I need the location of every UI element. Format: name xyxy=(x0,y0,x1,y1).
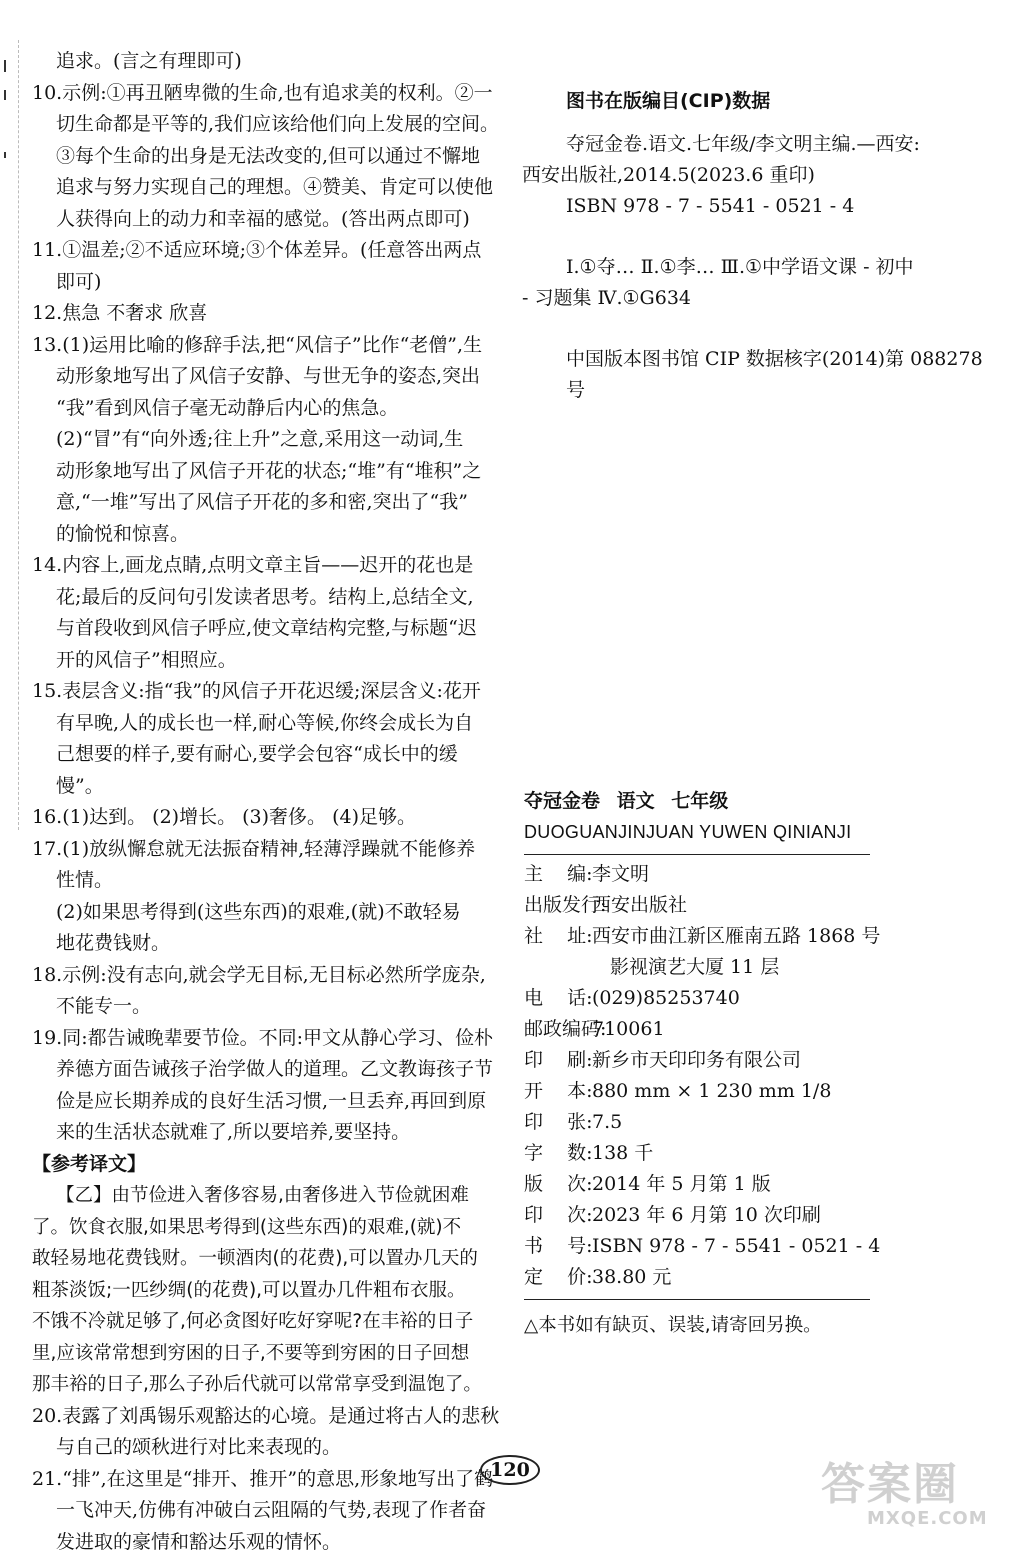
answer-12: 12.焦急 不奢求 欣喜 xyxy=(32,298,502,330)
watermark xyxy=(821,1448,1001,1528)
divider-top xyxy=(524,854,870,855)
page-number xyxy=(470,1455,550,1491)
cip-title: 图书在版编目(CIP)数据 xyxy=(522,86,992,117)
answer-9-tail: 追求。(言之有理即可) xyxy=(32,46,502,78)
imprint-row-edition: 版 次: 2014 年 5 月第 1 版 xyxy=(524,1169,874,1200)
book-title-pinyin: DUOGUANJINJUAN YUWEN QINIANJI xyxy=(524,817,874,848)
imprint-row-sheets: 印 张: 7.5 xyxy=(524,1107,874,1138)
answer-15: 15.表层含义:指“我”的风信子开花迟缓;深层含义:花开 有早晚,人的成长也一样,耐心等候,你终会成长为自 己想要的样子,要有耐心,要学会包容“成长中的缓 慢”。 xyxy=(32,676,502,802)
imprint-row-address: 社 址: 西安市曲江新区雁南五路 1868 号 xyxy=(524,921,874,952)
imprint-row-publisher: 出版发行: 西安出版社 xyxy=(524,890,874,921)
imprint-row-printing: 印 次: 2023 年 6 月第 10 次印刷 xyxy=(524,1200,874,1231)
reference-translation-heading: 【参考译文】 xyxy=(32,1149,502,1181)
answer-19: 19.同:都告诫晚辈要节俭。不同:甲文从静心学习、俭朴 养德方面告诫孩子治学做人的道理。乙文教诲孩子节 俭是应长期养成的良好生活习惯,一旦丢弃,再回到原 来的生活状态就难了,所以要培养,要坚持。 xyxy=(32,1023,502,1149)
answer-column xyxy=(32,46,502,1558)
watermark-logo-text: 答案圈 xyxy=(821,1448,1001,1512)
answer-14: 14.内容上,画龙点睛,点明文章主旨——迟开的花也是 花;最后的反问句引发读者思考。结构上,总结全文, 与首段收到风信子呼应,使文章结构完整,与标题“迟 开的风信子”相照应。 xyxy=(32,550,502,676)
watermark-domain: MXQE.COM xyxy=(821,1508,1001,1529)
imprint-row-printer: 印 刷: 新乡市天印印务有限公司 xyxy=(524,1045,874,1076)
cip-block xyxy=(522,86,992,406)
reference-translation: 【乙】由节俭进入奢侈容易,由奢侈进入节俭就困难 了。饮食衣服,如果思考得到(这些东西)的艰难,(就)不 敢轻易地花费钱财。一顿酒肉(的花费),可以置办几天的 粗茶淡饭;一匹纱绸(的花费),可以置办几件粗布衣服。 不饿不冷就足够了,何必贪图好吃好穿呢?在丰裕的日子 里,应该常常想到穷困的日子,不要等到穷困的日子回想 那丰裕的日子,那么子孙后代就可以常常享受到温饱了。 xyxy=(32,1180,502,1401)
imprint-block xyxy=(524,786,874,1360)
answer-20: 20.表露了刘禹锡乐观豁达的心境。是通过将古人的悲秋 与自己的颂秋进行对比来表现的。 xyxy=(32,1401,502,1464)
answer-16: 16.(1)达到。 (2)增长。 (3)奢侈。 (4)足够。 xyxy=(32,802,502,834)
imprint-row-postcode: 邮政编码: 710061 xyxy=(524,1014,874,1045)
imprint-row-editor: 主 编: 李文明 xyxy=(524,859,874,890)
answer-18: 18.示例:没有志向,就会学无目标,无目标必然所学庞杂, 不能专一。 xyxy=(32,960,502,1023)
cip-classification: Ⅰ.①夺… Ⅱ.①李… Ⅲ.①中学语文课 - 初中 xyxy=(522,252,992,283)
answer-11: 11.①温差;②不适应环境;③个体差异。(任意答出两点 即可) xyxy=(32,235,502,298)
fold-line xyxy=(18,40,19,830)
imprint-row-wordcount: 字 数: 138 千 xyxy=(524,1138,874,1169)
cip-isbn: ISBN 978 - 7 - 5541 - 0521 - 4 xyxy=(522,191,992,222)
cip-line-2: 西安出版社,2014.5(2023.6 重印) xyxy=(522,160,992,191)
answer-13: 13.(1)运用比喻的修辞手法,把“风信子”比作“老僧”,生 动形象地写出了风信子安静、与世无争的姿态,突出 “我”看到风信子毫无动静后内心的焦急。 (2)“冒”有“向外透;往上升”之意,采用这一动词,生 动形象地写出了风信子开花的状态;“堆”有“堆积”之 意,“一堆”写出了风信子开花的多和密,突出了“我” 的愉悦和惊喜。 xyxy=(32,330,502,551)
book-title: 夺冠金卷 语文 七年级 xyxy=(524,786,874,817)
divider-bottom xyxy=(524,1299,870,1300)
cip-classification-cont: - 习题集 Ⅳ.①G634 xyxy=(522,283,992,314)
answer-17: 17.(1)放纵懈怠就无法振奋精神,轻薄浮躁就不能修养 性情。 (2)如果思考得到(这些东西)的艰难,(就)不敢轻易 地花费钱财。 xyxy=(32,834,502,960)
imprint-row-phone: 电 话: (029)85253740 xyxy=(524,983,874,1014)
imprint-row-address-cont: 影视演艺大厦 11 层 xyxy=(524,952,874,983)
binding-marks xyxy=(2,60,10,860)
page-number-badge: 120 xyxy=(480,1455,540,1485)
answer-21: 21.“排”,在这里是“排开、推开”的意思,形象地写出了鹤 一飞冲天,仿佛有冲破白云阻隔的气势,表现了作者奋 发进取的豪情和豁达乐观的情怀。 xyxy=(32,1464,502,1558)
cip-record-number: 中国版本图书馆 CIP 数据核字(2014)第 088278 号 xyxy=(522,344,992,406)
imprint-row-isbn: 书 号: ISBN 978 - 7 - 5541 - 0521 - 4 xyxy=(524,1231,874,1262)
cip-line-1: 夺冠金卷.语文.七年级/李文明主编.—西安: xyxy=(522,129,992,160)
answer-10: 10.示例:①再丑陋卑微的生命,也有追求美的权利。②一 切生命都是平等的,我们应该给他们向上发展的空间。 ③每个生命的出身是无法改变的,但可以通过不懈地 追求与努力实现自己的理想。④赞美、肯定可以使他 人获得向上的动力和幸福的感觉。(答出两点即可) xyxy=(32,78,502,236)
imprint-row-format: 开 本: 880 mm × 1 230 mm 1/8 xyxy=(524,1076,874,1107)
defect-notice: △本书如有缺页、误装,请寄回另换。 xyxy=(524,1310,874,1341)
imprint-row-price: 定 价: 38.80 元 xyxy=(524,1262,874,1293)
